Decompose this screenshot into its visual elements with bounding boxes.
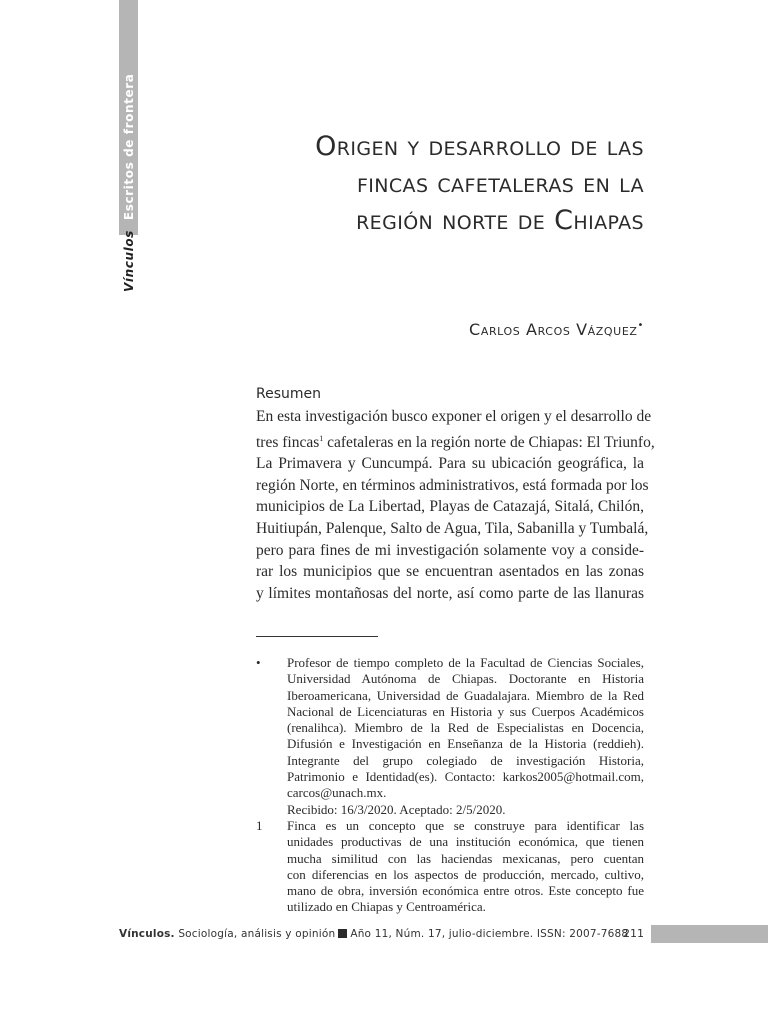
footnote-line: Patrimonio e Identidad(es). Contacto: karkos2005@hotmail.com, xyxy=(287,769,644,785)
footnote-line: Iberoamericana, Universidad de Guadalajara. Miembro de la Red xyxy=(287,687,644,703)
sidebar-journal-name: Vínculos xyxy=(122,230,136,292)
footnote-line: con diferencias en los aspectos de producción, mercado, cultivo, xyxy=(287,866,644,882)
footnote-marker: 1 xyxy=(256,817,263,833)
abstract-heading: Resumen xyxy=(256,386,322,402)
title-line: región norte de Chiapas xyxy=(356,205,644,236)
title-line: fincas cafetaleras en la xyxy=(356,168,644,199)
author-footnote-marker[interactable]: • xyxy=(637,320,644,331)
abstract-line: Huitiupán, Palenque, Salto de Agua, Tila, Sabanilla y Tumbalá, xyxy=(256,519,649,537)
received-accepted-dates: Recibido: 16/3/2020. Aceptado: 2/5/2020. xyxy=(287,801,506,817)
abstract-line: municipios de La Libertad, Playas de Catazajá, Sitalá, Chilón, xyxy=(256,498,644,516)
footnote-line: (renalihca). Miembro de la Red de Especialistas en Docencia, xyxy=(287,720,644,736)
abstract-body xyxy=(256,406,655,604)
square-separator-icon xyxy=(338,929,347,938)
footer-subtitle: Sociología, análisis y opinión xyxy=(178,928,336,940)
abstract-line xyxy=(256,428,655,454)
footnote-line: mano de obra, inversión económica entre otros. Este concepto fue xyxy=(287,883,644,899)
sidebar-label xyxy=(120,73,320,292)
author-name: Carlos Arcos Vázquez xyxy=(469,320,638,339)
abstract-line: región Norte, en términos administrativos, está formada por los xyxy=(256,476,649,494)
footnote-line: mucha similitud con las haciendas mexicanas, pero cuentan xyxy=(287,850,644,866)
footnote-line: Finca es un concepto que se construye para identificar las xyxy=(287,817,644,833)
footnote-line: Integrante del grupo colegiado de investigación Historia, xyxy=(287,752,644,768)
footer-bar xyxy=(651,925,768,943)
abstract-line: y límites montañosas del norte, así como parte de las llanuras xyxy=(256,584,644,602)
title-line: Origen y desarrollo de las xyxy=(315,131,644,162)
footnote-1 xyxy=(256,818,644,916)
sidebar-section-name: Escritos de frontera xyxy=(120,70,138,225)
footnote-line: carcos@unach.mx. xyxy=(287,785,387,801)
footnote-line: unidades productivas de una institución económica, que tienen xyxy=(287,834,644,850)
footer-citation xyxy=(119,928,628,940)
abstract-text: tres fincas xyxy=(256,433,320,451)
footnote-marker: • xyxy=(256,655,261,670)
footnote-divider xyxy=(256,636,378,637)
page-number: 211 xyxy=(623,927,644,940)
article-title xyxy=(256,128,644,239)
abstract-line: La Primavera y Cuncumpá. Para su ubicación geográfica, la xyxy=(256,455,644,473)
abstract-text: cafetaleras en la región norte de Chiapas: El Triunfo, xyxy=(327,433,655,451)
footnote-line: Universidad Autónoma de Chiapas. Doctorante en Historia xyxy=(287,671,644,687)
footnote-line: Nacional de Licenciaturas en Historia y sus Cuerpos Académicos xyxy=(287,703,644,719)
footnotes xyxy=(256,655,644,916)
footer-issue: Año 11, Núm. 17, julio-diciembre. ISSN: 2007-7688 xyxy=(350,928,629,940)
abstract-line: rar los municipios que se encuentran asentados en las zonas xyxy=(256,563,644,581)
footnote-line: utilizado en Chiapas y Centroamérica. xyxy=(287,899,486,915)
abstract-line: pero para fines de mi investigación solamente voy a conside- xyxy=(256,541,644,559)
footnote-reference[interactable]: 1 xyxy=(319,433,324,443)
footnote-line: Difusión e Investigación en Enseñanza de la Historia (reddieh). xyxy=(287,736,644,752)
footnote-line: Profesor de tiempo completo de la Facultad de Ciencias Sociales, xyxy=(287,655,644,670)
abstract-line: En esta investigación busco exponer el origen y el desarrollo de xyxy=(256,408,652,425)
footer-journal: Vínculos. xyxy=(119,928,175,940)
footnote-author xyxy=(256,655,644,818)
author-byline xyxy=(256,320,644,339)
